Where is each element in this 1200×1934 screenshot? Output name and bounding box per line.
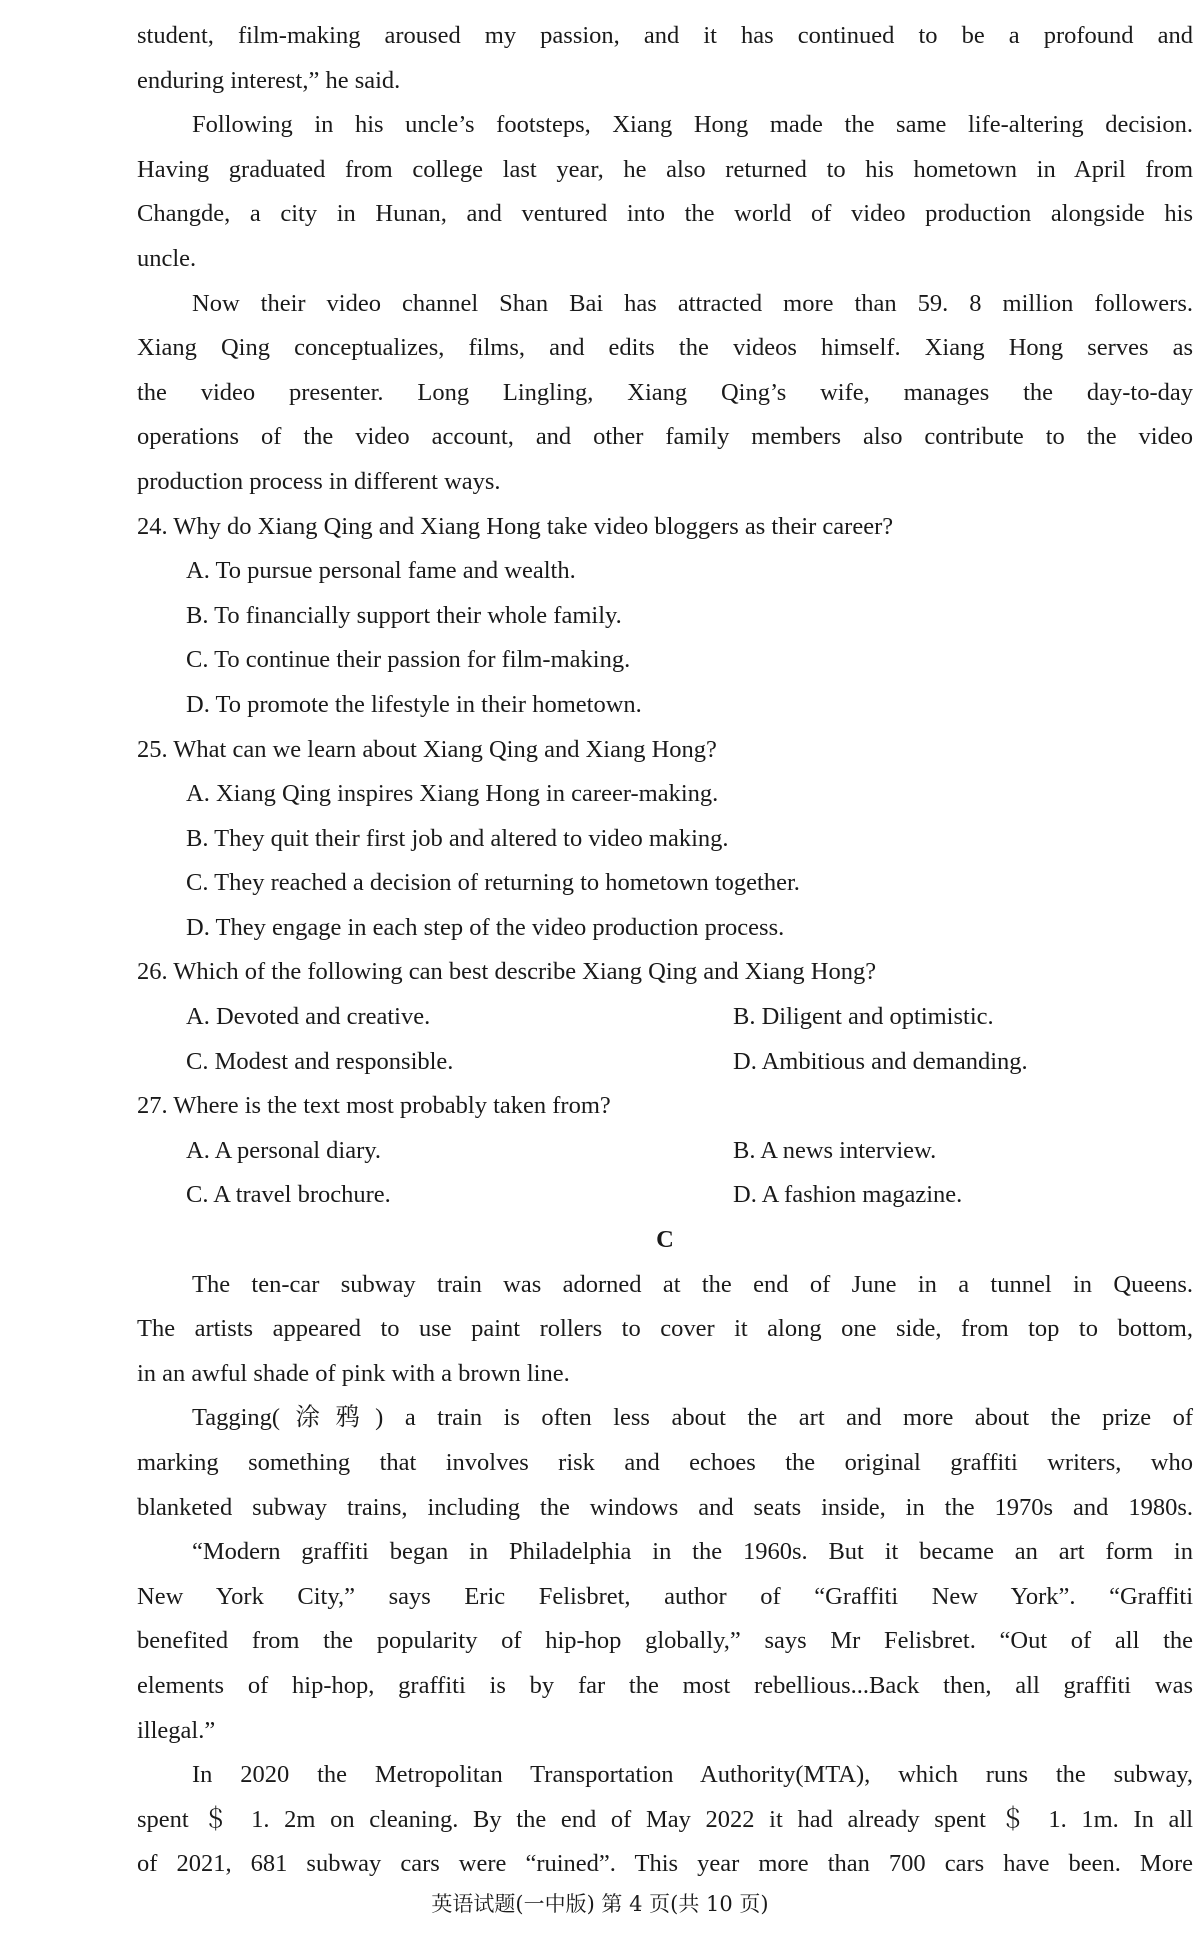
question-26-stem: 26. Which of the following can best describe Xiang Qing and Xiang Hong? xyxy=(137,958,877,986)
page-footer: 英语试题(一中版) 第 4 页(共 10 页) xyxy=(431,1892,769,1916)
section-c-line: In 2020 the Metropolitan Transportation Authority(MTA), which runs the subway, xyxy=(192,1761,1193,1789)
section-c-line: blanketed subway trains, including the windows and seats inside, in the 1970s and 1980s. xyxy=(137,1493,1193,1521)
section-c-title: C xyxy=(656,1226,674,1254)
passage-b-line: production process in different ways. xyxy=(137,467,501,495)
question-27-stem: 27. Where is the text most probably taken from? xyxy=(137,1092,611,1120)
question-26-option-d: D. Ambitious and demanding. xyxy=(733,1047,1028,1075)
question-25-option-c: C. They reached a decision of returning to hometown together. xyxy=(186,869,800,897)
section-c-line: elements of hip-hop, graffiti is by far the most rebellious...Back then, all graffiti was xyxy=(137,1671,1193,1699)
question-24-option-d: D. To promote the lifestyle in their hometown. xyxy=(186,690,642,718)
question-27-option-b: B. A news interview. xyxy=(733,1136,937,1164)
question-27-option-d: D. A fashion magazine. xyxy=(733,1181,963,1209)
section-c-line: illegal.” xyxy=(137,1716,216,1744)
passage-b-line: Changde, a city in Hunan, and ventured into the world of video production alongside his xyxy=(137,200,1193,228)
section-c-line: spent ＄ 1. 2m on cleaning. By the end of May 2022 it had already spent ＄ 1. 1m. In all xyxy=(137,1805,1193,1833)
passage-b-line: operations of the video account, and other family members also contribute to the video xyxy=(137,423,1193,451)
question-25-option-d: D. They engage in each step of the video production process. xyxy=(186,913,785,941)
section-c-line: in an awful shade of pink with a brown line. xyxy=(137,1359,570,1387)
passage-b-line: Having graduated from college last year, he also returned to his hometown in April from xyxy=(137,155,1193,183)
question-25-stem: 25. What can we learn about Xiang Qing and Xiang Hong? xyxy=(137,735,717,763)
section-c-line: Tagging(涂鸦) a train is often less about the art and more about the prize of xyxy=(192,1404,1193,1432)
question-27-option-c: C. A travel brochure. xyxy=(186,1181,391,1209)
question-26-options-row xyxy=(137,1040,1193,1085)
passage-b-line: student, film-making aroused my passion, and it has continued to be a profound and xyxy=(137,22,1193,49)
question-26-option-b: B. Diligent and optimistic. xyxy=(733,1003,994,1031)
section-c-line: The artists appeared to use paint rollers to cover it along one side, from top to bottom, xyxy=(137,1315,1193,1343)
passage-b-line: the video presenter. Long Lingling, Xiang Qing’s wife, manages the day-to-day xyxy=(137,378,1193,406)
passage-b-line: Now their video channel Shan Bai has attracted more than 59. 8 million followers. xyxy=(192,289,1193,317)
question-26-option-a: A. Devoted and creative. xyxy=(186,1003,431,1031)
passage-b-line: enduring interest,” he said. xyxy=(137,66,401,94)
passage-b-line: Following in his uncle’s footsteps, Xiang Hong made the same life-altering decision. xyxy=(192,111,1193,139)
section-c-line: of 2021, 681 subway cars were “ruined”. This year more than 700 cars have been. More xyxy=(137,1850,1193,1878)
exam-page xyxy=(137,14,1193,1887)
question-27-options-row xyxy=(137,1129,1193,1174)
section-c-line: marking something that involves risk and echoes the original graffiti writers, who xyxy=(137,1449,1193,1476)
section-c-line: “Modern graffiti began in Philadelphia in the 1960s. But it became an art form in xyxy=(192,1538,1193,1566)
question-24-option-b: B. To financially support their whole family. xyxy=(186,601,622,629)
question-25-option-a: A. Xiang Qing inspires Xiang Hong in career-making. xyxy=(186,780,719,808)
passage-b-line: Xiang Qing conceptualizes, films, and edits the videos himself. Xiang Hong serves as xyxy=(137,334,1193,362)
question-26-option-c: C. Modest and responsible. xyxy=(186,1047,454,1075)
question-26-options-row xyxy=(137,995,1193,1040)
question-27-options-row xyxy=(137,1173,1193,1218)
question-24-option-c: C. To continue their passion for film-making. xyxy=(186,646,631,674)
section-c-line: The ten-car subway train was adorned at the end of June in a tunnel in Queens. xyxy=(192,1270,1193,1298)
passage-b-line: uncle. xyxy=(137,244,197,272)
question-25-option-b: B. They quit their first job and altered to video making. xyxy=(186,824,729,852)
question-24-option-a: A. To pursue personal fame and wealth. xyxy=(186,557,576,585)
section-c-line: benefited from the popularity of hip-hop globally,” says Mr Felisbret. “Out of all the xyxy=(137,1627,1193,1655)
question-27-option-a: A. A personal diary. xyxy=(186,1136,382,1164)
question-24-stem: 24. Why do Xiang Qing and Xiang Hong take video bloggers as their career? xyxy=(137,512,894,540)
section-c-line: New York City,” says Eric Felisbret, author of “Graffiti New York”. “Graffiti xyxy=(137,1582,1193,1610)
